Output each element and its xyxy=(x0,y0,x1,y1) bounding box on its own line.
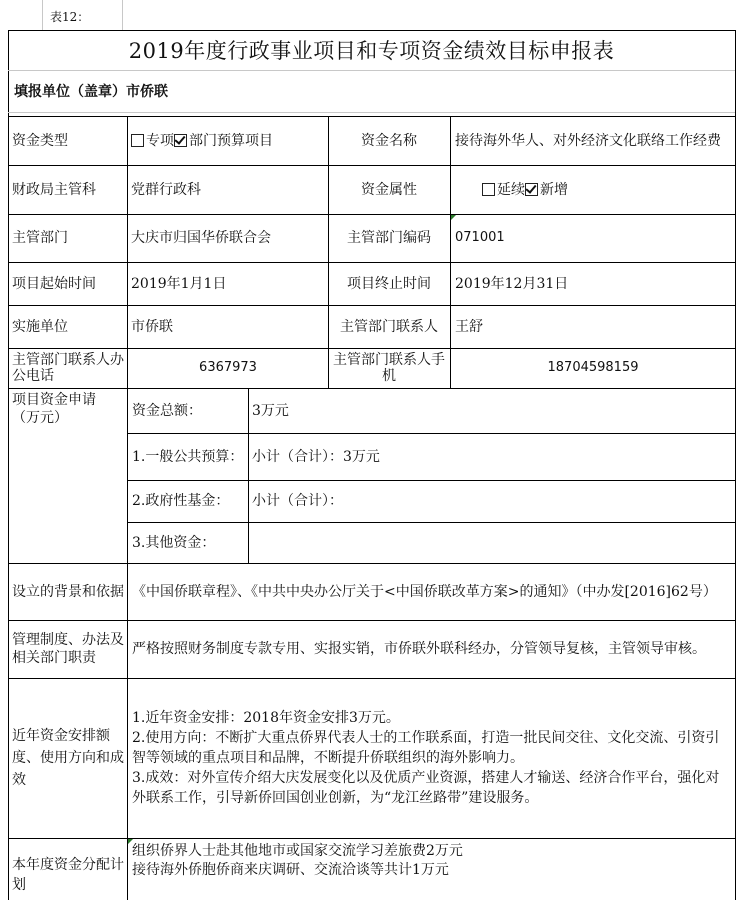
fund-total-value: 3万元 xyxy=(252,402,289,419)
general-budget-value: 小计（合计）：3万元 xyxy=(252,448,380,465)
fund-type-special-label: 专项 xyxy=(146,132,174,149)
fund-application-label: 项目资金申请（万元） xyxy=(12,392,96,426)
background-label: 设立的背景和依据 xyxy=(12,583,124,600)
table-number: 表12： xyxy=(50,10,90,24)
fund-attr-new-label: 新增 xyxy=(540,181,568,198)
fund-type-options xyxy=(131,116,327,165)
fund-type-special-checkbox[interactable] xyxy=(131,134,144,147)
fund-type-label: 资金类型 xyxy=(12,132,68,149)
office-phone-label: 主管部门联系人办公电话 xyxy=(12,352,124,384)
impl-unit-value: 市侨联 xyxy=(131,318,173,335)
finance-dept-value: 党群行政科 xyxy=(131,181,201,198)
management-label: 管理制度、办法及相关部门职责 xyxy=(12,632,124,666)
fund-type-dept-checkbox[interactable] xyxy=(174,134,187,147)
background-value: 《中国侨联章程》、《中共中央办公厅关于<中国侨联改革方案>的通知》（中办发[2016]62号） xyxy=(132,583,717,600)
mobile-value: 18704598159 xyxy=(547,360,639,375)
plan-line-2: 接待海外侨胞侨商来庆调研、交流洽谈等共计1万元 xyxy=(132,862,449,878)
contact-value: 王舒 xyxy=(455,318,483,335)
fund-name-value: 接待海外华人、对外经济文化联络工作经费 xyxy=(455,132,721,149)
office-phone-value: 6367973 xyxy=(199,360,257,375)
recent-line-2: 2.使用方向：不断扩大重点侨界代表人士的工作联系面，打造一批民间交往、文化交流、引资引智等领域的重点项目和品牌，不断提升侨联组织的海外影响力。 xyxy=(132,730,720,766)
mobile-label: 主管部门联系人手机 xyxy=(333,352,445,384)
competent-dept-label: 主管部门 xyxy=(12,230,68,246)
fund-name-label: 资金名称 xyxy=(361,132,417,149)
fund-attr-label: 资金属性 xyxy=(361,181,417,198)
end-time-value: 2019年12月31日 xyxy=(455,275,569,292)
general-budget-label: 1.一般公共预算： xyxy=(132,448,244,465)
plan-line-1: 组织侨界人士赴其他地市或国家交流学习差旅费2万元 xyxy=(132,843,463,859)
start-time-value: 2019年1月1日 xyxy=(131,275,227,292)
other-fund-label: 3.其他资金： xyxy=(132,534,216,551)
fund-attr-options xyxy=(482,165,732,214)
page-title: 2019年度行政事业项目和专项资金绩效目标申报表 xyxy=(128,39,615,63)
end-time-label: 项目终止时间 xyxy=(347,275,431,292)
finance-dept-label: 财政局主管科 xyxy=(12,181,96,198)
management-value: 严格按照财务制度专款专用、实报实销，市侨联外联科经办，分管领导复核，主管领导审核。 xyxy=(132,641,706,657)
competent-dept-value: 大庆市归国华侨联合会 xyxy=(131,230,271,246)
recent-content xyxy=(132,678,732,838)
fund-total-label: 资金总额： xyxy=(132,402,202,419)
plan-content xyxy=(132,842,732,900)
gov-fund-label: 2.政府性基金： xyxy=(132,493,230,509)
fund-type-dept-label: 部门预算项目 xyxy=(189,132,273,149)
fund-attr-continue-label: 延续 xyxy=(497,181,525,198)
recent-label: 近年资金安排额度、使用方向和成效 xyxy=(12,728,124,788)
impl-unit-label: 实施单位 xyxy=(12,318,68,335)
gov-fund-value: 小计（合计）： xyxy=(252,493,343,509)
fund-attr-continue-checkbox[interactable] xyxy=(482,183,495,196)
recent-line-1: 1.近年资金安排：2018年资金安排3万元。 xyxy=(132,710,400,726)
reporting-unit: 填报单位（盖章）市侨联 xyxy=(14,84,168,100)
fund-attr-new-checkbox[interactable] xyxy=(525,183,538,196)
plan-label: 本年度资金分配计划 xyxy=(12,857,124,893)
recent-line-3: 3.成效：对外宣传介绍大庆发展变化以及优质产业资源，搭建人才输送、经济合作平台，强化对外联系工作，引导新侨回国创业创新，为“龙江丝路带”建设服务。 xyxy=(132,770,720,806)
start-time-label: 项目起始时间 xyxy=(12,275,96,292)
dept-code-value: 071001 xyxy=(455,230,505,245)
dept-code-label: 主管部门编码 xyxy=(347,230,431,246)
contact-label: 主管部门联系人 xyxy=(340,318,438,335)
